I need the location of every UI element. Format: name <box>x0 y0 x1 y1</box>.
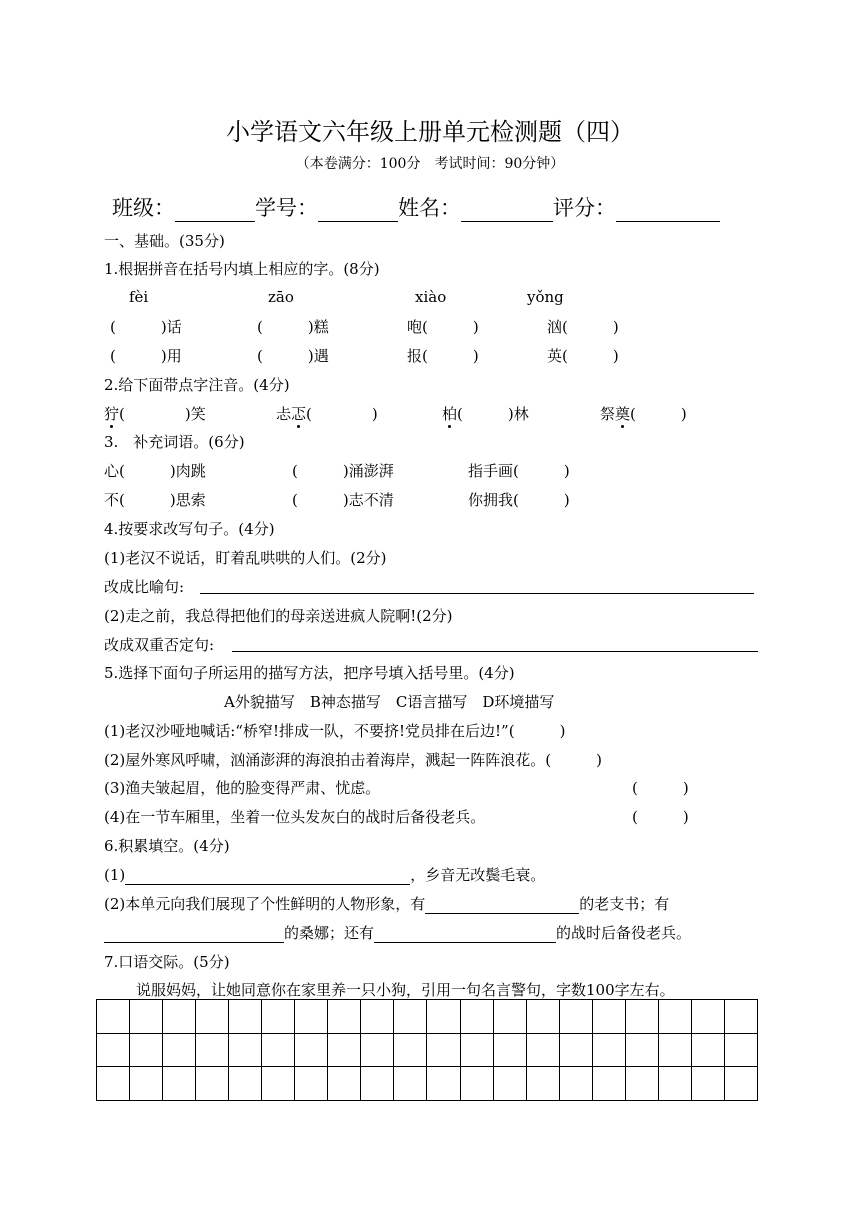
q6-line-1 <box>104 864 545 885</box>
q6-text: (2)本单元向我们展现了个性鲜明的人物形象，有 <box>104 895 426 913</box>
q4-answer-line-2[interactable] <box>232 651 758 652</box>
q4-title: 4.按要求改写句子。(4分) <box>104 520 275 538</box>
section-1-title: 一、基础。(35分) <box>104 232 225 250</box>
q1-item[interactable]: 英( ) <box>547 347 619 365</box>
q6-line-3 <box>104 922 691 943</box>
class-field[interactable] <box>175 201 255 222</box>
q1-item[interactable]: 咆( ) <box>407 318 479 336</box>
q5-answer-3[interactable]: ( ) <box>632 779 689 797</box>
q5-options: A外貌描写 B神态描写 C语言描写 D环境描写 <box>224 693 555 711</box>
score-field[interactable] <box>616 201 720 222</box>
q6-blank-1[interactable] <box>125 864 410 885</box>
q6-blank-4[interactable] <box>374 922 556 943</box>
q3-item[interactable]: 你拥我( ) <box>468 491 570 509</box>
q3-title: 3. 补充词语。(6分) <box>104 433 245 451</box>
exam-subtitle: （本卷满分：100分 考试时间：90分钟） <box>295 156 565 172</box>
name-label: 姓名： <box>398 196 461 220</box>
q4-answer-label-1: 改成比喻句: <box>104 578 185 596</box>
writing-grid[interactable] <box>96 999 758 1101</box>
q5-answer-4[interactable]: ( ) <box>632 808 689 826</box>
q1-item[interactable]: 报( ) <box>407 347 479 365</box>
q1-title: 1.根据拼音在括号内填上相应的字。(8分) <box>104 260 380 278</box>
q6-line-2 <box>104 893 669 914</box>
grid-row <box>97 1067 758 1101</box>
q6-text: 的桑娜；还有 <box>284 924 375 942</box>
q1-pinyin-3: xiào <box>415 288 447 306</box>
q5-sentence-2[interactable]: (2)屋外寒风呼啸，汹涌澎湃的海浪拍击着海岸，溅起一阵阵浪花。( ) <box>104 751 602 769</box>
class-label: 班级： <box>112 196 175 220</box>
q5-title: 5.选择下面句子所运用的描写方法，把序号填入括号里。(4分) <box>104 664 515 682</box>
q2-item-1[interactable] <box>104 403 206 424</box>
dotted-char: 奠 <box>615 405 631 423</box>
q5-sentence-1[interactable]: (1)老汉沙哑地喊话:“桥窄!排成一队，不要挤!党员排在后边!”( ) <box>104 722 566 740</box>
q6-title: 6.积累填空。(4分) <box>104 837 230 855</box>
q3-item[interactable]: 心( )肉跳 <box>104 462 206 480</box>
q2-item-3[interactable] <box>442 403 529 424</box>
student-info-row <box>112 192 720 222</box>
q2-blank: ( )笑 <box>119 405 206 423</box>
q3-item[interactable]: ( )志不清 <box>292 491 394 509</box>
q2-char: 祭 <box>600 405 616 423</box>
number-field[interactable] <box>318 201 398 222</box>
q3-item[interactable]: 不( )思索 <box>104 491 206 509</box>
q4-answer-label-2: 改成双重否定句: <box>104 636 215 654</box>
q5-sentence-3: (3)渔夫皱起眉，他的脸变得严肃、忧虑。 <box>104 779 381 797</box>
q1-item[interactable]: 汹( ) <box>547 318 619 336</box>
name-field[interactable] <box>461 201 553 222</box>
q1-item[interactable]: ( )话 <box>110 318 182 336</box>
q6-text: 的老支书；有 <box>579 895 670 913</box>
q2-item-4[interactable] <box>600 403 687 424</box>
dotted-char: 柏 <box>442 405 458 423</box>
q6-blank-3[interactable] <box>104 922 284 943</box>
page-title: 小学语文六年级上册单元检测题（四） <box>226 118 634 146</box>
dotted-char: 狞 <box>104 405 120 423</box>
q6-blank-2[interactable] <box>425 893 579 914</box>
q2-item-2[interactable] <box>276 403 378 424</box>
dotted-char: 忑 <box>291 405 307 423</box>
q2-blank: ( ) <box>306 405 378 423</box>
q7-title: 7.口语交际。(5分) <box>104 953 230 971</box>
q2-blank: ( ) <box>630 405 687 423</box>
q3-item[interactable]: 指手画( ) <box>468 462 570 480</box>
q4-sentence-1: (1)老汉不说话，盯着乱哄哄的人们。(2分) <box>104 549 387 567</box>
grid-row <box>97 1000 758 1034</box>
grid-row <box>97 1033 758 1067</box>
q2-char: 忐 <box>276 405 292 423</box>
q1-item[interactable]: ( )遇 <box>257 347 329 365</box>
q1-item[interactable]: ( )糕 <box>257 318 329 336</box>
q5-sentence-4: (4)在一节车厢里，坐着一位头发灰白的战时后备役老兵。 <box>104 808 486 826</box>
q7-prompt: 说服妈妈，让她同意你在家里养一只小狗，引用一句名言警句，字数100字左右。 <box>136 981 675 999</box>
q6-text: ，乡音无改鬓毛衰。 <box>410 866 546 884</box>
q1-item[interactable]: ( )用 <box>110 347 182 365</box>
q2-title: 2.给下面带点字注音。(4分) <box>104 376 290 394</box>
q1-pinyin-1: fèi <box>129 288 149 306</box>
q3-item[interactable]: ( )涌澎湃 <box>292 462 394 480</box>
number-label: 学号： <box>255 196 318 220</box>
q1-pinyin-2: zāo <box>268 288 294 306</box>
q6-text: 的战时后备役老兵。 <box>556 924 692 942</box>
q4-sentence-2: (2)走之前，我总得把他们的母亲送进疯人院啊!(2分) <box>104 607 453 625</box>
q2-blank: ( )林 <box>457 405 529 423</box>
q1-pinyin-4: yǒng <box>527 288 564 306</box>
q4-answer-line-1[interactable] <box>200 593 754 594</box>
score-label: 评分： <box>553 196 616 220</box>
q6-number: (1) <box>104 866 126 884</box>
